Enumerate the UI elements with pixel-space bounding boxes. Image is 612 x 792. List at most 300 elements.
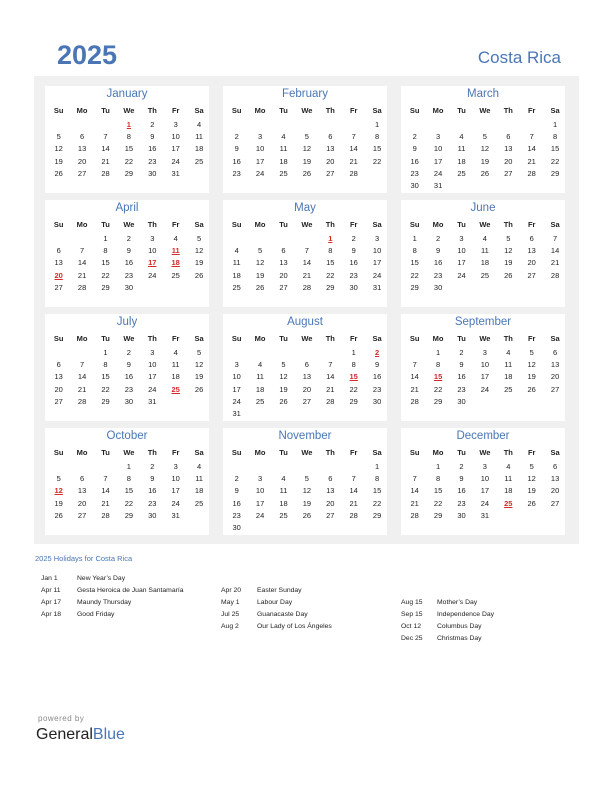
day-cell: 29 xyxy=(326,282,335,292)
day-cell: 1 xyxy=(375,462,380,471)
day-cell: 23 xyxy=(148,156,157,166)
day-cell: 4 xyxy=(506,348,511,357)
day-cell: 22 xyxy=(124,498,134,508)
month-march xyxy=(401,86,565,193)
day-cell: 10 xyxy=(255,486,265,496)
day-cell: 4 xyxy=(281,132,286,142)
day-cell: 2 xyxy=(126,234,131,243)
holiday-name: Christmas Day xyxy=(437,635,482,642)
day-cell: 5 xyxy=(281,360,286,370)
day-cell: 12 xyxy=(302,486,312,496)
day-cell: 3 xyxy=(258,474,263,484)
day-cell: 6 xyxy=(529,234,534,243)
day-cell: 6 xyxy=(304,360,309,370)
holiday-day: 25 xyxy=(504,498,513,508)
day-cell: 2 xyxy=(150,462,155,471)
brand-logo xyxy=(36,726,125,744)
holiday-item xyxy=(401,599,477,606)
day-cell: 25 xyxy=(255,396,265,406)
weekday-header: Sa xyxy=(550,334,560,343)
holiday-day: 1 xyxy=(328,234,333,243)
day-cell: 7 xyxy=(412,360,417,370)
day-cell: 29 xyxy=(124,510,134,520)
holiday-name: Gesta Heroica de Juan Santamaría xyxy=(77,587,184,594)
day-cell: 4 xyxy=(173,234,178,243)
holiday-day: 12 xyxy=(54,486,63,496)
day-cell: 27 xyxy=(326,510,335,520)
day-cell: 19 xyxy=(194,258,204,268)
holiday-item xyxy=(221,623,332,630)
day-cell: 1 xyxy=(126,462,131,471)
day-cell: 13 xyxy=(550,360,560,370)
day-cell: 10 xyxy=(480,360,490,370)
day-cell: 3 xyxy=(150,234,155,243)
holiday-name: Mother’s Day xyxy=(437,599,478,606)
month-november xyxy=(223,428,387,535)
day-cell: 9 xyxy=(436,246,441,256)
day-cell: 10 xyxy=(148,360,157,370)
day-cell: 8 xyxy=(103,246,108,256)
day-cell: 29 xyxy=(349,396,358,406)
day-cell: 14 xyxy=(77,258,87,268)
holiday-date: Apr 20 xyxy=(221,587,242,594)
day-cell: 15 xyxy=(124,144,134,154)
holiday-day: 25 xyxy=(171,384,180,394)
weekday-header: Th xyxy=(325,334,335,343)
weekday-header: Tu xyxy=(101,334,110,343)
day-cell: 23 xyxy=(410,168,419,178)
day-cell: 25 xyxy=(194,498,204,508)
day-cell: 27 xyxy=(326,168,335,178)
day-cell: 27 xyxy=(77,168,87,178)
day-cell: 14 xyxy=(410,372,419,382)
weekday-header: We xyxy=(479,334,491,343)
month-title: November xyxy=(278,430,332,442)
day-cell: 23 xyxy=(232,510,241,520)
day-cell: 14 xyxy=(410,486,419,496)
day-cell: 11 xyxy=(195,474,203,484)
day-cell: 4 xyxy=(197,462,202,471)
day-cell: 3 xyxy=(436,132,441,142)
day-cell: 29 xyxy=(410,282,419,292)
month-title: February xyxy=(281,88,329,100)
day-cell: 6 xyxy=(328,474,333,484)
day-cell: 14 xyxy=(550,246,560,256)
day-cell: 13 xyxy=(527,246,536,256)
day-cell: 20 xyxy=(527,258,536,268)
holiday-day: 2 xyxy=(375,348,380,357)
day-cell: 9 xyxy=(234,486,239,496)
day-cell: 7 xyxy=(80,360,85,370)
day-cell: 18 xyxy=(255,384,265,394)
day-cell: 9 xyxy=(150,474,155,484)
month-december xyxy=(401,428,565,535)
weekday-header: Sa xyxy=(194,220,204,229)
day-cell: 23 xyxy=(372,384,382,394)
holiday-date: Aug 15 xyxy=(401,599,423,606)
day-cell: 12 xyxy=(194,360,204,370)
weekday-header: Sa xyxy=(194,448,204,457)
day-cell: 15 xyxy=(372,144,382,154)
day-cell: 22 xyxy=(433,384,443,394)
day-cell: 22 xyxy=(433,498,443,508)
day-cell: 18 xyxy=(504,486,513,496)
weekday-header: Tu xyxy=(101,106,110,115)
day-cell: 12 xyxy=(194,246,204,256)
weekday-header: We xyxy=(123,448,135,457)
month-january xyxy=(45,86,209,193)
day-cell: 20 xyxy=(77,156,87,166)
holiday-day: 1 xyxy=(126,120,131,129)
day-cell: 11 xyxy=(171,360,180,370)
day-cell: 10 xyxy=(148,246,157,256)
day-cell: 14 xyxy=(77,372,87,382)
weekday-header: Fr xyxy=(349,334,358,343)
day-cell: 8 xyxy=(126,132,131,142)
holiday-date: Jul 25 xyxy=(221,611,240,618)
weekday-header: Mo xyxy=(254,220,266,229)
day-cell: 21 xyxy=(77,384,87,394)
day-cell: 15 xyxy=(326,258,335,268)
day-cell: 28 xyxy=(349,168,358,178)
day-cell: 21 xyxy=(326,384,335,394)
day-cell: 30 xyxy=(457,510,466,520)
day-cell: 18 xyxy=(232,270,241,280)
weekday-header: Th xyxy=(147,448,157,457)
day-cell: 25 xyxy=(171,270,180,280)
day-cell: 30 xyxy=(148,168,157,178)
day-cell: 8 xyxy=(412,246,417,256)
day-cell: 30 xyxy=(372,396,382,406)
day-cell: 3 xyxy=(234,360,239,370)
day-cell: 8 xyxy=(375,132,380,142)
day-cell: 20 xyxy=(302,384,312,394)
day-cell: 18 xyxy=(480,258,490,268)
day-cell: 21 xyxy=(550,258,560,268)
day-cell: 2 xyxy=(459,348,464,357)
day-cell: 10 xyxy=(457,246,466,256)
holiday-item xyxy=(401,635,482,642)
day-cell: 18 xyxy=(194,486,204,496)
day-cell: 31 xyxy=(480,510,490,520)
weekday-header: Tu xyxy=(279,448,288,457)
day-cell: 7 xyxy=(351,132,356,142)
weekday-header: Su xyxy=(53,106,64,115)
day-cell: 10 xyxy=(255,144,265,154)
day-cell: 5 xyxy=(56,474,61,484)
day-cell: 17 xyxy=(480,486,490,496)
holiday-date: Dec 25 xyxy=(401,635,423,642)
day-cell: 27 xyxy=(54,282,63,292)
weekday-header: Sa xyxy=(194,106,204,115)
day-cell: 5 xyxy=(529,462,534,471)
day-cell: 18 xyxy=(194,144,204,154)
weekday-header: Fr xyxy=(171,220,180,229)
day-cell: 26 xyxy=(255,282,265,292)
day-cell: 22 xyxy=(326,270,335,280)
day-cell: 1 xyxy=(436,348,441,357)
day-cell: 24 xyxy=(480,384,490,394)
day-cell: 19 xyxy=(504,258,513,268)
day-cell: 1 xyxy=(375,120,380,129)
weekday-header: Mo xyxy=(76,334,88,343)
day-cell: 27 xyxy=(54,396,63,406)
day-cell: 14 xyxy=(527,144,536,154)
day-cell: 27 xyxy=(550,384,560,394)
weekday-header: Mo xyxy=(254,448,266,457)
day-cell: 18 xyxy=(279,498,288,508)
day-cell: 15 xyxy=(101,372,110,382)
day-cell: 23 xyxy=(433,270,443,280)
day-cell: 16 xyxy=(232,156,241,166)
day-cell: 25 xyxy=(279,168,288,178)
day-cell: 5 xyxy=(529,348,534,357)
powered-by-text: powered by xyxy=(38,714,85,723)
day-cell: 28 xyxy=(101,168,110,178)
weekday-header: Fr xyxy=(349,220,358,229)
day-cell: 5 xyxy=(304,132,309,142)
day-cell: 26 xyxy=(302,168,312,178)
day-cell: 17 xyxy=(480,372,490,382)
month-title: August xyxy=(287,316,323,328)
day-cell: 26 xyxy=(302,510,312,520)
day-cell: 28 xyxy=(77,282,87,292)
day-cell: 29 xyxy=(101,396,110,406)
day-cell: 21 xyxy=(349,156,358,166)
day-cell: 21 xyxy=(410,384,419,394)
day-cell: 19 xyxy=(54,498,63,508)
day-cell: 25 xyxy=(279,510,288,520)
day-cell: 26 xyxy=(194,384,204,394)
day-cell: 20 xyxy=(279,270,288,280)
day-cell: 20 xyxy=(504,156,513,166)
day-cell: 2 xyxy=(150,120,155,129)
day-cell: 26 xyxy=(54,168,63,178)
day-cell: 4 xyxy=(234,246,239,256)
day-cell: 8 xyxy=(351,360,356,370)
weekday-header: Mo xyxy=(254,334,266,343)
weekday-header: Tu xyxy=(101,448,110,457)
day-cell: 8 xyxy=(126,474,131,484)
day-cell: 2 xyxy=(351,234,356,243)
day-cell: 16 xyxy=(372,372,382,382)
holiday-item xyxy=(41,599,131,606)
day-cell: 6 xyxy=(328,132,333,142)
day-cell: 11 xyxy=(480,246,489,256)
day-cell: 27 xyxy=(279,282,288,292)
holiday-name: Easter Sunday xyxy=(257,587,302,594)
day-cell: 14 xyxy=(101,486,110,496)
day-cell: 7 xyxy=(103,474,108,484)
day-cell: 14 xyxy=(302,258,312,268)
weekday-header: Fr xyxy=(171,448,180,457)
day-cell: 9 xyxy=(234,144,239,154)
day-cell: 22 xyxy=(101,270,110,280)
month-april xyxy=(45,200,209,307)
weekday-header: Tu xyxy=(457,220,466,229)
weekday-header: Su xyxy=(231,448,242,457)
day-cell: 29 xyxy=(433,510,443,520)
day-cell: 15 xyxy=(101,258,110,268)
day-cell: 27 xyxy=(504,168,513,178)
year-title: 2025 xyxy=(57,40,118,70)
day-cell: 8 xyxy=(436,360,441,370)
day-cell: 28 xyxy=(77,396,87,406)
day-cell: 2 xyxy=(234,132,239,142)
weekday-header: Fr xyxy=(527,448,536,457)
day-cell: 15 xyxy=(433,486,443,496)
day-cell: 10 xyxy=(232,372,241,382)
day-cell: 17 xyxy=(457,258,466,268)
day-cell: 12 xyxy=(255,258,265,268)
day-cell: 5 xyxy=(197,234,202,243)
weekday-header: Th xyxy=(147,106,157,115)
day-cell: 27 xyxy=(302,396,312,406)
day-cell: 31 xyxy=(372,282,382,292)
day-cell: 7 xyxy=(351,474,356,484)
day-cell: 26 xyxy=(279,396,288,406)
day-cell: 31 xyxy=(232,409,241,418)
day-cell: 28 xyxy=(302,282,312,292)
weekday-header: Su xyxy=(409,220,420,229)
holiday-date: Oct 12 xyxy=(401,623,422,630)
holiday-date: Jan 1 xyxy=(41,575,58,582)
day-cell: 7 xyxy=(328,360,333,370)
day-cell: 28 xyxy=(550,270,560,280)
day-cell: 14 xyxy=(101,144,110,154)
day-cell: 7 xyxy=(304,246,309,256)
weekday-header: Sa xyxy=(372,448,382,457)
day-cell: 3 xyxy=(459,234,464,243)
day-cell: 17 xyxy=(148,372,157,382)
day-cell: 1 xyxy=(103,348,108,357)
day-cell: 30 xyxy=(232,523,241,532)
day-cell: 4 xyxy=(459,132,464,142)
holiday-date: May 1 xyxy=(221,599,240,606)
day-cell: 13 xyxy=(54,258,63,268)
holiday-name: Labour Day xyxy=(257,599,293,606)
holiday-item xyxy=(401,623,482,630)
day-cell: 20 xyxy=(326,156,335,166)
day-cell: 2 xyxy=(436,234,441,243)
day-cell: 5 xyxy=(482,132,487,142)
weekday-header: Su xyxy=(231,220,242,229)
weekday-header: Fr xyxy=(171,334,180,343)
calendar-panel xyxy=(34,76,579,544)
day-cell: 24 xyxy=(171,156,180,166)
day-cell: 19 xyxy=(279,384,288,394)
day-cell: 3 xyxy=(173,120,178,129)
day-cell: 13 xyxy=(326,144,335,154)
day-cell: 21 xyxy=(349,498,358,508)
holiday-date: Aug 2 xyxy=(221,623,239,630)
weekday-header: Th xyxy=(503,448,513,457)
weekday-header: Tu xyxy=(457,448,466,457)
month-title: March xyxy=(467,88,499,100)
day-cell: 16 xyxy=(410,156,419,166)
weekday-header: Fr xyxy=(349,448,358,457)
holiday-day: 17 xyxy=(148,258,157,268)
day-cell: 21 xyxy=(410,498,419,508)
weekday-header: Sa xyxy=(550,106,560,115)
weekday-header: Mo xyxy=(76,106,88,115)
holiday-item xyxy=(41,611,114,618)
month-october xyxy=(45,428,209,535)
day-cell: 15 xyxy=(372,486,382,496)
day-cell: 8 xyxy=(328,246,333,256)
weekday-header: We xyxy=(301,220,313,229)
weekday-header: Mo xyxy=(432,220,444,229)
holiday-day: 15 xyxy=(349,372,358,382)
day-cell: 2 xyxy=(459,462,464,471)
weekday-header: We xyxy=(123,334,135,343)
day-cell: 13 xyxy=(54,372,63,382)
holiday-date: Apr 11 xyxy=(41,587,61,594)
holiday-day: 18 xyxy=(171,258,180,268)
day-cell: 11 xyxy=(504,360,513,370)
day-cell: 6 xyxy=(553,462,558,471)
day-cell: 11 xyxy=(232,258,241,268)
day-cell: 19 xyxy=(255,270,265,280)
weekday-header: Fr xyxy=(349,106,358,115)
day-cell: 7 xyxy=(103,132,108,142)
day-cell: 10 xyxy=(171,474,180,484)
day-cell: 5 xyxy=(258,246,263,256)
day-cell: 17 xyxy=(255,498,265,508)
day-cell: 13 xyxy=(326,486,335,496)
day-cell: 9 xyxy=(412,144,417,154)
day-cell: 10 xyxy=(433,144,443,154)
weekday-header: Th xyxy=(147,334,157,343)
weekday-header: Su xyxy=(409,448,420,457)
month-september xyxy=(401,314,565,421)
day-cell: 20 xyxy=(77,498,87,508)
holiday-date: Apr 17 xyxy=(41,599,62,606)
day-cell: 17 xyxy=(171,144,180,154)
weekday-header: Th xyxy=(503,334,513,343)
day-cell: 6 xyxy=(56,360,61,370)
day-cell: 29 xyxy=(372,510,382,520)
day-cell: 26 xyxy=(194,270,204,280)
day-cell: 7 xyxy=(529,132,534,142)
day-cell: 3 xyxy=(482,348,487,357)
day-cell: 13 xyxy=(504,144,513,154)
day-cell: 16 xyxy=(124,372,134,382)
month-title: May xyxy=(294,202,316,214)
day-cell: 3 xyxy=(482,462,487,471)
weekday-header: Mo xyxy=(76,448,88,457)
weekday-header: Mo xyxy=(76,220,88,229)
day-cell: 31 xyxy=(171,510,180,520)
day-cell: 28 xyxy=(349,510,358,520)
month-title: June xyxy=(470,202,496,214)
holiday-name: Guanacaste Day xyxy=(257,611,308,618)
weekday-header: Tu xyxy=(457,334,466,343)
country-title: Costa Rica xyxy=(477,48,561,67)
day-cell: 26 xyxy=(527,384,536,394)
day-cell: 9 xyxy=(150,132,155,142)
weekday-header: Th xyxy=(325,220,335,229)
day-cell: 5 xyxy=(304,474,309,484)
weekday-header: We xyxy=(479,220,491,229)
day-cell: 1 xyxy=(553,120,558,129)
day-cell: 31 xyxy=(148,396,157,406)
day-cell: 16 xyxy=(349,258,358,268)
day-cell: 25 xyxy=(232,282,241,292)
day-cell: 17 xyxy=(372,258,382,268)
day-cell: 1 xyxy=(351,348,356,357)
day-cell: 6 xyxy=(56,246,61,256)
